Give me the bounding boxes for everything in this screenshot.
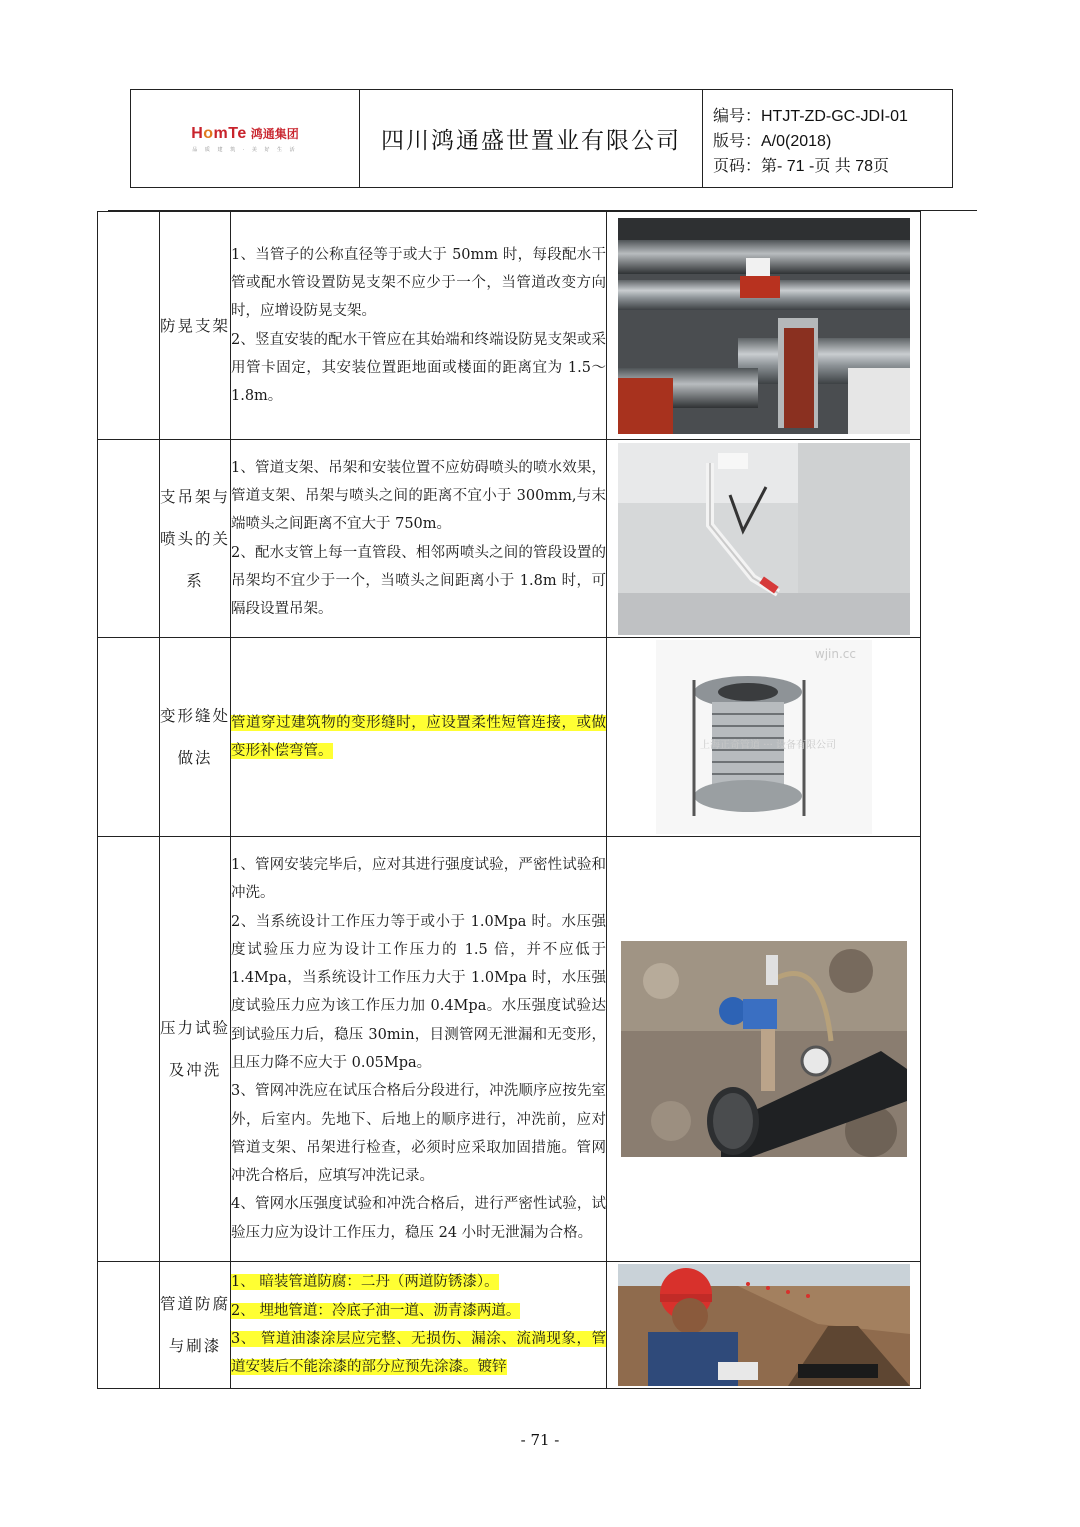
- document-header: [130, 89, 953, 188]
- logo-cell: [131, 90, 360, 187]
- watermark-company: 上海正奇管道 ··· 设备有限公司: [699, 740, 836, 751]
- content-line: 管道穿过建筑物的变形缝时，应设置柔性短管连接，或做变形补偿弯管。: [231, 714, 606, 759]
- photo-cell: [607, 212, 921, 440]
- company-logo: [191, 125, 299, 143]
- row-content: [231, 837, 607, 1262]
- row-label: 支吊架与喷头的关系: [160, 440, 231, 638]
- blank-cell: [98, 440, 160, 638]
- doc-number: 编号：HTJT-ZD-GC-JDⅠ-01: [713, 108, 908, 125]
- sprinkler-hanger-photo: [618, 443, 910, 635]
- content-line: 3、管网冲洗应在试压合格后分段进行，冲洗顺序应按先室外，后室内。先地下、后地上的顺序进行，冲洗前，应对管道支架、吊架进行检查，必须时应采取加固措施。管网冲洗合格后，应填写冲洗记录。: [231, 1083, 606, 1185]
- logo-letter-o: o: [203, 124, 214, 142]
- logo-latin: [191, 125, 247, 143]
- logo-letter-h: H: [191, 124, 204, 142]
- company-name: 四川鸿通盛世置业有限公司: [381, 128, 681, 154]
- content-line: 2、竖直安装的配水干管应在其始端和终端设防晃支架或采用管卡固定，其安装位置距地面或楼面的距离宜为 1.5～1.8m。: [231, 331, 606, 405]
- logo-letters-mte: mTe: [213, 124, 247, 142]
- content-line: 2、当系统设计工作压力等于或小于 1.0Mpa 时。水压强度试验压力应为设计工作压力的 1.5 倍，并不应低于 1.4Mpa，当系统设计工作压力大于 1.0Mpa 时，水压强度试验压力应为该工作压力加 0.4Mpa。水压强度试验达到试验压力后，稳压 30min，目测管网无泄漏和无变形，且压力降不应大于 0.05Mpa。: [231, 913, 606, 1071]
- row-content: [231, 1262, 607, 1389]
- photo-cell: [607, 440, 921, 638]
- row-label: 压力试验及冲洗: [160, 837, 231, 1262]
- row-content: [231, 638, 607, 837]
- content-line: 2、 埋地管道：冷底子油一道、沥青漆两道。: [231, 1302, 521, 1319]
- photo-cell: [607, 837, 921, 1262]
- content-line: 4、管网水压强度试验和冲洗合格后，进行严密性试验，试验压力应为设计工作压力，稳压 24 小时无泄漏为合格。: [231, 1196, 606, 1241]
- content-line: 1、 暗装管道防腐：二丹（两道防锈漆）。: [231, 1274, 499, 1291]
- table-row: [98, 440, 921, 638]
- blank-cell: [98, 638, 160, 837]
- content-line: 2、配水支管上每一直管段、相邻两喷头之间的管段设置的吊架均不宜少于一个，当喷头之间距离小于 1.8m 时，可隔段设置吊架。: [231, 544, 606, 618]
- doc-meta: [703, 90, 952, 187]
- photo-cell: [607, 638, 921, 837]
- row-label: 管道防腐与刷漆: [160, 1262, 231, 1389]
- watermark-site: wjin.cc: [814, 647, 856, 661]
- content-line: 1、管道支架、吊架和安装位置不应妨碍喷头的喷水效果，管道支架、吊架与喷头之间的距离不宜小于 300mm,与末端喷头之间距离不宜大于 750m。: [231, 459, 606, 533]
- spec-table: [97, 211, 921, 1389]
- sway-brace-photo: [618, 218, 910, 434]
- logo-chinese: 鸿通集团: [250, 126, 299, 141]
- content-line: 3、 管道油漆涂层应完整、无损伤、漏涂、流淌现象，管道安装后不能涂漆的部分应预先涂漆。镀锌: [231, 1331, 606, 1376]
- row-content: [231, 440, 607, 638]
- doc-page-info: 页码：第- 71 -页 共 78页: [713, 158, 890, 175]
- photo-cell: [607, 1262, 921, 1389]
- row-label: 变形缝处做法: [160, 638, 231, 837]
- table-row: [98, 1262, 921, 1389]
- blank-cell: [98, 837, 160, 1262]
- row-content: [231, 212, 607, 440]
- expansion-joint-photo: [656, 640, 872, 834]
- table-row: [98, 638, 921, 837]
- content-line: 1、管网安装完毕后，应对其进行强度试验，严密性试验和冲洗。: [231, 856, 606, 902]
- logo-tagline: 品 质 建 筑 · 美 好 生 活: [192, 146, 298, 153]
- table-row: [98, 212, 921, 440]
- page-number: - 71 -: [520, 1431, 560, 1449]
- pipe-coating-photo: [618, 1264, 910, 1386]
- table-row: [98, 837, 921, 1262]
- company-cell: [360, 90, 703, 187]
- doc-version: 版号：A/0(2018): [713, 133, 832, 150]
- blank-cell: [98, 1262, 160, 1389]
- pressure-test-photo: [621, 941, 907, 1157]
- row-label: 防晃支架: [160, 212, 231, 440]
- blank-cell: [98, 212, 160, 440]
- content-line: 1、当管子的公称直径等于或大于 50mm 时，每段配水干管或配水管设置防晃支架不应少于一个，当管道改变方向时，应增设防晃支架。: [231, 246, 606, 320]
